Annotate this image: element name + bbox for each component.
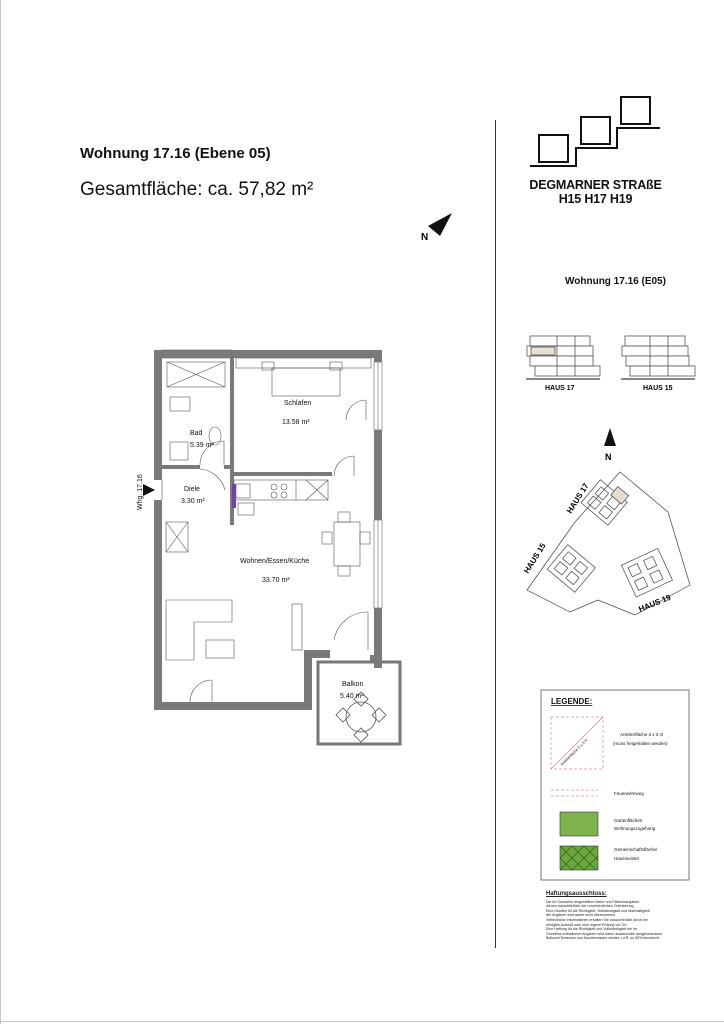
disclaimer-line: dienen ausschließlich der unverbindlichen Orientierung.: [546, 904, 635, 909]
disclaimer-line: erfolgtes Aufmaß oder eine eigene Prüfung vor Ort.: [546, 922, 628, 927]
legend-square-diagonal-label: Anleiterfläche 3 x 3 m: [559, 738, 589, 767]
siteplan-north-arrow-icon: [604, 428, 616, 446]
legend-item4-line1: Gemeinschaftsfläche/: [614, 847, 658, 852]
north-arrow-icon: [428, 213, 452, 236]
disclaimer: [546, 892, 686, 941]
disclaimer-line: Balkone/Terrassen und Dachterrassen werden i.d.R. zu 50% berechnet.: [546, 936, 661, 941]
disclaimer-line: Verbindliche Informationen erhalten Sie ausschließlich durch ein: [546, 917, 649, 922]
siteplan-north-label: N: [605, 452, 612, 462]
elevation-label-haus17: HAUS 17: [545, 385, 575, 392]
disclaimer-line: Die im Grundriss dargestellten Maße und Flächenangaben: [546, 899, 640, 904]
room-area-diele: 3.30 m²: [181, 498, 205, 505]
disclaimer-line: der Angaben wird daher nicht übernommen.: [546, 913, 616, 918]
siteplan-label-haus19: HAUS 19: [637, 592, 673, 614]
disclaimer-title: Haftungsausschluss:: [546, 891, 607, 897]
legend-title: LEGENDE:: [551, 697, 593, 706]
room-label-balkon: Balkon: [342, 681, 364, 688]
elevation-haus17-icon: [526, 336, 600, 379]
disclaimer-line: Grundriss enthaltenen Angaben wird daher ausdrücklich ausgeschlossen.: [546, 931, 664, 936]
unit-title: Wohnung 17.16 (Ebene 05): [80, 145, 271, 162]
room-area-wohnen: 33.70 m²: [262, 577, 290, 584]
disclaimer-line: Eine Haftung für die Richtigkeit und Vollständigkeit der im: [546, 927, 638, 932]
logo-houses: H15 H17 H19: [558, 192, 633, 206]
room-label-wohnen: Wohnen/Essen/Küche: [240, 558, 310, 565]
room-label-bad: Bad: [190, 430, 203, 437]
north-label: N: [421, 232, 429, 243]
legend-item3-line1: Gartenflächen: [614, 818, 643, 823]
total-area: Gesamtfläche: ca. 57,82 m²: [80, 179, 314, 200]
legend-garden-swatch: [560, 812, 598, 836]
legend-item4-line2: Hausmeister: [614, 856, 640, 861]
room-label-diele: Diele: [184, 486, 200, 493]
elevation-haus15-icon: [621, 336, 695, 379]
room-area-balkon: 5.40 m²: [340, 693, 364, 700]
entrance-label: Whg. 17.16: [137, 474, 144, 510]
room-area-bad: 5.39 m²: [190, 442, 214, 449]
logo-text: [528, 178, 663, 206]
siteplan-label-haus17: HAUS 17: [565, 481, 591, 516]
legend-item3-line2: Wohnungszugehörig: [614, 826, 656, 831]
disclaimer-line: Eine Gewähr für die Richtigkeit, Vollständigkeit und Maßhaltigkeit: [546, 908, 650, 913]
logo-icon: [530, 97, 660, 166]
room-area-schlafen: 13.58 m²: [282, 419, 310, 426]
elevation-label-haus15: HAUS 15: [643, 385, 673, 392]
logo-street: DEGMARNER STRAßE: [529, 178, 662, 192]
room-label-schlafen: Schlafen: [284, 400, 312, 407]
siteplan-label-haus15: HAUS 15: [522, 541, 548, 576]
legend-item1-line1: Anleiterfläche 3 x 3 m: [620, 732, 664, 737]
legend-item1-line2: (muss freigehalten werden): [613, 741, 668, 746]
unit-short-label: Wohnung 17.16 (E05): [565, 276, 666, 287]
legend-item2: Feuerwehrweg: [614, 791, 644, 796]
